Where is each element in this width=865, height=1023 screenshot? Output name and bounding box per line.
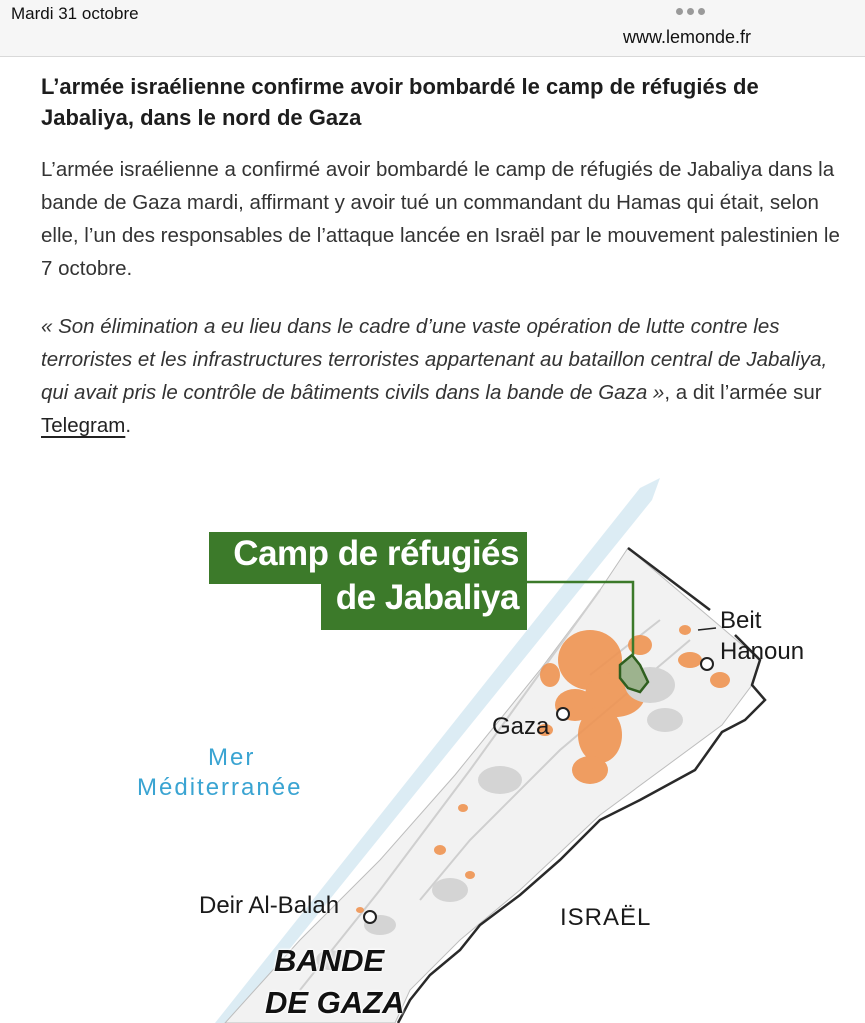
- label-israel: ISRAËL: [560, 904, 652, 931]
- more-dots-icon[interactable]: [676, 8, 705, 15]
- browser-status-bar: [0, 0, 865, 57]
- label-mediterranee: Méditerranée: [137, 774, 303, 801]
- quote-italic-text: « Son élimination a eu lieu dans le cadre d’une vaste opération de lutte contre les terroristes et les infrastructures terroristes appartenant au bataillon central de Jabaliya, qui avait pris le contrôle de bâtiments civils dans la bande de Gaza »: [41, 315, 828, 404]
- label-bande: BANDE: [274, 943, 385, 978]
- label-deir-al-balah: Deir Al-Balah: [199, 892, 340, 919]
- quote-end: .: [125, 414, 132, 437]
- article-quote: [41, 310, 841, 442]
- city-dot-deir-al-balah: [364, 911, 376, 923]
- city-dot-gaza: [557, 708, 569, 720]
- label-hanoun: Hanoun: [720, 638, 805, 665]
- label-beit: Beit: [720, 607, 762, 634]
- label-mer: Mer: [208, 744, 256, 771]
- article-paragraph: L’armée israélienne a confirmé avoir bombardé le camp de réfugiés de Jabaliya dans la bande de Gaza mardi, affirmant y avoir tué un commandant du Hamas qui était, selon elle, l’un des responsables de l’attaque lancée en Israël par le mouvement palestinien le 7 octobre.: [41, 158, 840, 280]
- city-dot-beit-hanoun: [701, 658, 713, 670]
- gaza-map: [0, 470, 865, 1023]
- address-url[interactable]: www.lemonde.fr: [623, 27, 752, 47]
- telegram-link[interactable]: Telegram: [41, 414, 126, 437]
- label-de-gaza: DE GAZA: [265, 985, 405, 1020]
- callout-camp-line1: Camp de réfugiés: [209, 532, 527, 584]
- callout-camp-line2: de Jabaliya: [321, 576, 527, 630]
- quote-attribution: , a dit l’armée sur: [664, 381, 822, 404]
- status-date: Mardi 31 octobre: [11, 4, 139, 23]
- label-gaza: Gaza: [492, 713, 550, 740]
- article-headline: L’armée israélienne confirme avoir bombardé le camp de réfugiés de Jabaliya, dans le nord de Gaza: [41, 74, 759, 130]
